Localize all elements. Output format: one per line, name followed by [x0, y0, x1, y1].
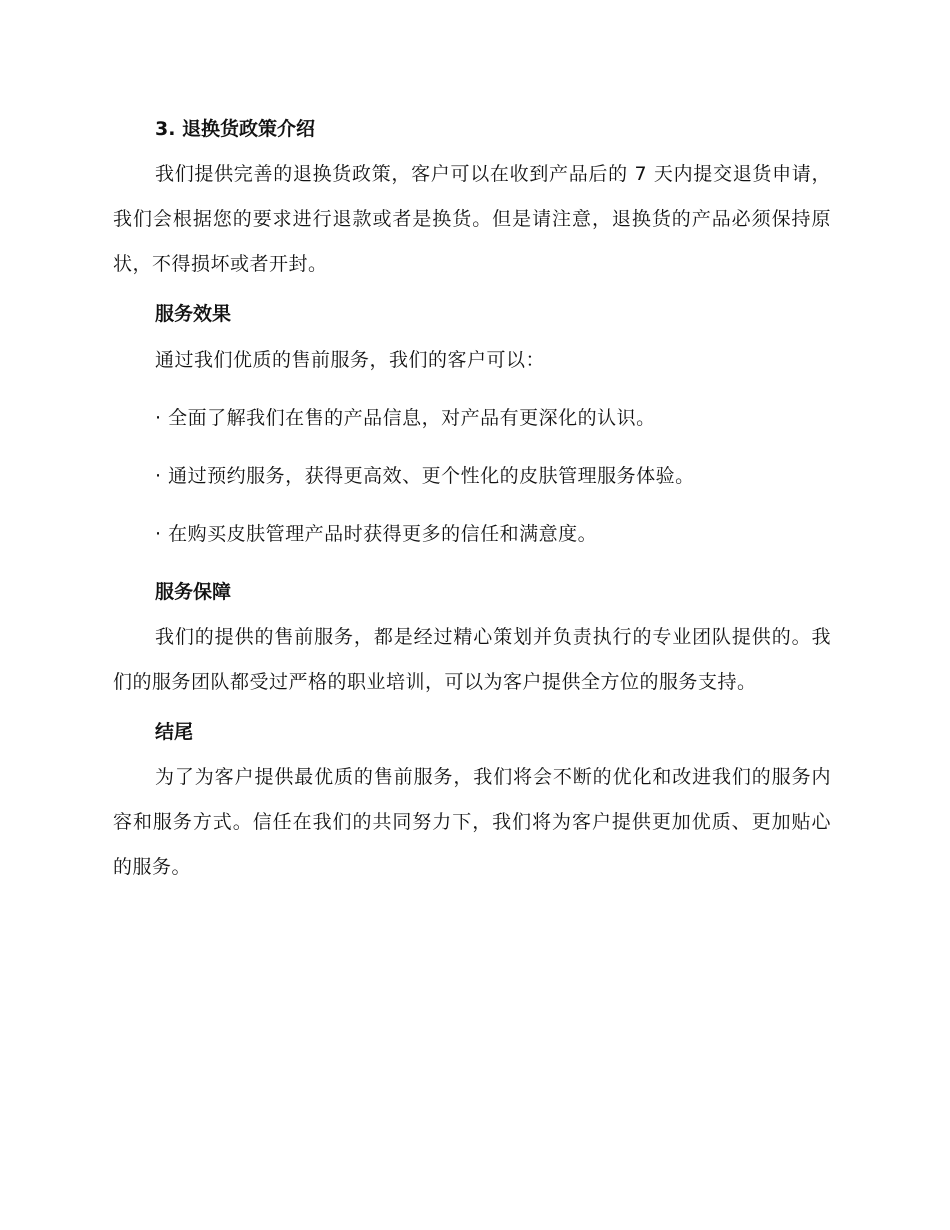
paragraph-guarantee: 我们的提供的售前服务，都是经过精心策划并负责执行的专业团队提供的。我们的服务团队都受过严格的职业培训，可以为客户提供全方位的服务支持。: [113, 626, 831, 693]
section-heading-returns: 3. 退换货政策介绍: [155, 118, 316, 140]
document-body: [113, 112, 831, 900]
bullet-item: · 在购买皮肤管理产品时获得更多的信任和满意度。: [155, 523, 598, 545]
section-heading-guarantee: 服务保障: [155, 581, 232, 603]
section-heading-effect: 服务效果: [155, 303, 232, 325]
paragraph-returns: 我们提供完善的退换货政策，客户可以在收到产品后的 7 天内提交退货申请，我们会根据您的要求进行退款或者是换货。但是请注意，退换货的产品必须保持原状，不得损坏或者开封。: [113, 163, 831, 275]
bullet-item: · 通过预约服务，获得更高效、更个性化的皮肤管理服务体验。: [155, 465, 695, 487]
paragraph-ending: 为了为客户提供最优质的售前服务，我们将会不断的优化和改进我们的服务内容和服务方式。信任在我们的共同努力下，我们将为客户提供更加优质、更加贴心的服务。: [113, 766, 831, 878]
bullet-item: · 全面了解我们在售的产品信息，对产品有更深化的认识。: [155, 407, 656, 429]
paragraph-effect-intro: 通过我们优质的售前服务，我们的客户可以：: [155, 349, 546, 371]
section-heading-ending: 结尾: [155, 721, 194, 743]
